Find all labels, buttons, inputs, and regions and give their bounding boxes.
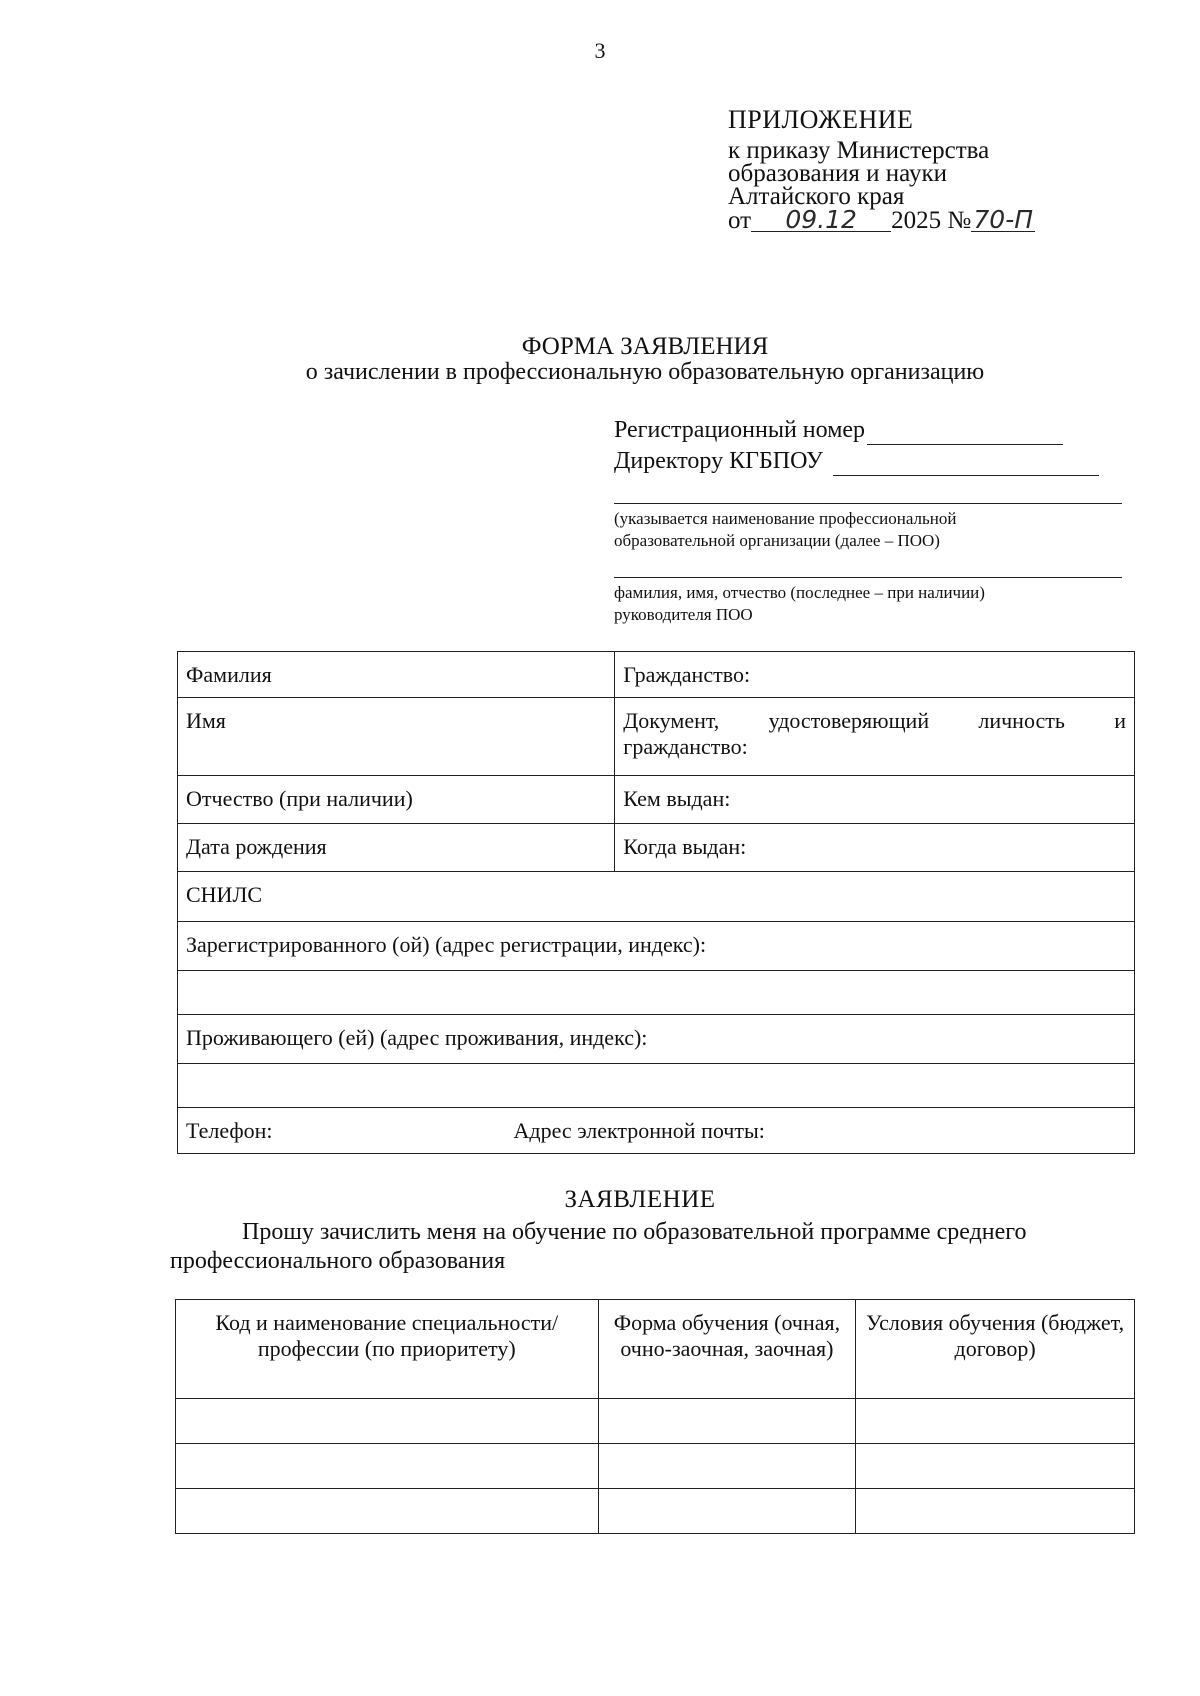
issued-when-cell[interactable]: Когда выдан: — [615, 824, 1135, 872]
reg-number-label: Регистрационный номер — [614, 417, 866, 443]
appendix-line-2: образования и науки — [728, 160, 947, 187]
study-conditions-header: Условия обучения (бюджет, договор) — [856, 1300, 1135, 1399]
id-doc-word: личность — [978, 708, 1065, 733]
program-table — [175, 1299, 1135, 1534]
handwritten-order-number: 70-П — [971, 208, 1035, 232]
table-row — [178, 1108, 1135, 1154]
contacts-cell[interactable] — [178, 1108, 1135, 1154]
table-row — [176, 1399, 1135, 1444]
name-cell[interactable]: Имя — [178, 698, 615, 776]
id-doc-word: удостоверяющий — [768, 708, 930, 733]
director-org-field[interactable] — [833, 453, 1099, 476]
head-hint-line-2: руководителя ПОО — [614, 605, 753, 624]
study-conditions-cell[interactable] — [856, 1489, 1135, 1534]
id-document-line-1 — [623, 708, 1126, 734]
study-form-header: Форма обучения (очная, очно-заочная, заочная) — [598, 1300, 856, 1399]
statement-line-1: Прошу зачислить меня на обучение по образовательной программе среднего — [242, 1219, 1027, 1245]
head-name-hint — [614, 582, 1124, 626]
specialty-cell[interactable] — [176, 1489, 599, 1534]
appendix-line-3: Алтайского края — [728, 183, 905, 210]
id-document-line-2: гражданство: — [623, 734, 748, 759]
appendix-date-line — [728, 205, 1128, 234]
id-doc-word: Документ, — [623, 708, 720, 733]
table-header-row — [176, 1300, 1135, 1399]
registered-address-label-cell: Зарегистрированного (ой) (адрес регистрации, индекс): — [178, 922, 1135, 971]
appendix-line-1: к приказу Министерства — [728, 137, 990, 164]
table-row — [176, 1489, 1135, 1534]
table-row — [178, 971, 1135, 1015]
statement-text — [170, 1218, 1120, 1276]
issued-by-cell[interactable]: Кем выдан: — [615, 776, 1135, 824]
org-hint-line-2: образовательной организации (далее – ПОО) — [614, 531, 940, 550]
table-row — [178, 922, 1135, 971]
table-row — [178, 1064, 1135, 1108]
date-prefix: от — [728, 207, 752, 234]
appendix-block — [728, 105, 1128, 234]
table-row — [178, 824, 1135, 872]
head-hint-line-1: фамилия, имя, отчество (последнее – при наличии) — [614, 583, 985, 602]
director-row — [614, 447, 1124, 476]
citizenship-cell[interactable]: Гражданство: — [615, 652, 1135, 698]
table-row — [178, 1015, 1135, 1064]
handwritten-date: 09.12 — [751, 208, 891, 232]
reg-number-row — [614, 416, 1124, 445]
study-conditions-cell[interactable] — [856, 1399, 1135, 1444]
statement-line-2: профессионального образования — [170, 1248, 506, 1274]
study-form-cell[interactable] — [598, 1399, 856, 1444]
reg-number-field[interactable] — [867, 422, 1063, 445]
form-title: ФОРМА ЗАЯВЛЕНИЯ — [521, 333, 769, 360]
snils-cell[interactable]: СНИЛС — [178, 872, 1135, 922]
email-label: Адрес электронной почты: — [513, 1118, 765, 1143]
table-row — [176, 1444, 1135, 1489]
specialty-cell[interactable] — [176, 1444, 599, 1489]
id-document-cell[interactable] — [615, 698, 1135, 776]
residence-address-field[interactable] — [178, 1064, 1135, 1108]
specialty-cell[interactable] — [176, 1399, 599, 1444]
registration-block — [614, 416, 1124, 626]
table-row — [178, 698, 1135, 776]
form-subtitle: о зачислении в профессиональную образовательную организацию — [305, 359, 985, 385]
residence-address-label-cell: Проживающего (ей) (адрес проживания, индекс): — [178, 1015, 1135, 1064]
patronymic-cell[interactable]: Отчество (при наличии) — [178, 776, 615, 824]
table-row — [178, 872, 1135, 922]
study-conditions-cell[interactable] — [856, 1444, 1135, 1489]
appendix-heading: ПРИЛОЖЕНИЕ — [728, 105, 914, 134]
birth-date-cell[interactable]: Дата рождения — [178, 824, 615, 872]
specialty-header: Код и наименование специальности/ профессии (по приоритету) — [176, 1300, 599, 1399]
study-form-cell[interactable] — [598, 1444, 856, 1489]
statement-title: ЗАЯВЛЕНИЕ — [564, 1186, 716, 1213]
phone-label: Телефон: — [186, 1118, 273, 1143]
org-name-hint — [614, 508, 1124, 552]
table-row — [178, 776, 1135, 824]
director-label: Директору КГБПОУ — [614, 448, 824, 474]
id-doc-word: и — [1114, 708, 1126, 733]
org-hint-line-1: (указывается наименование профессиональной — [614, 509, 957, 528]
registered-address-field[interactable] — [178, 971, 1135, 1015]
study-form-cell[interactable] — [598, 1489, 856, 1534]
year-text: 2025 № — [891, 207, 972, 234]
surname-cell[interactable]: Фамилия — [178, 652, 615, 698]
personal-data-table — [177, 651, 1135, 1154]
table-row — [178, 652, 1135, 698]
head-name-field[interactable] — [614, 577, 1122, 578]
page-number: 3 — [594, 38, 606, 63]
org-name-field[interactable] — [614, 503, 1122, 504]
